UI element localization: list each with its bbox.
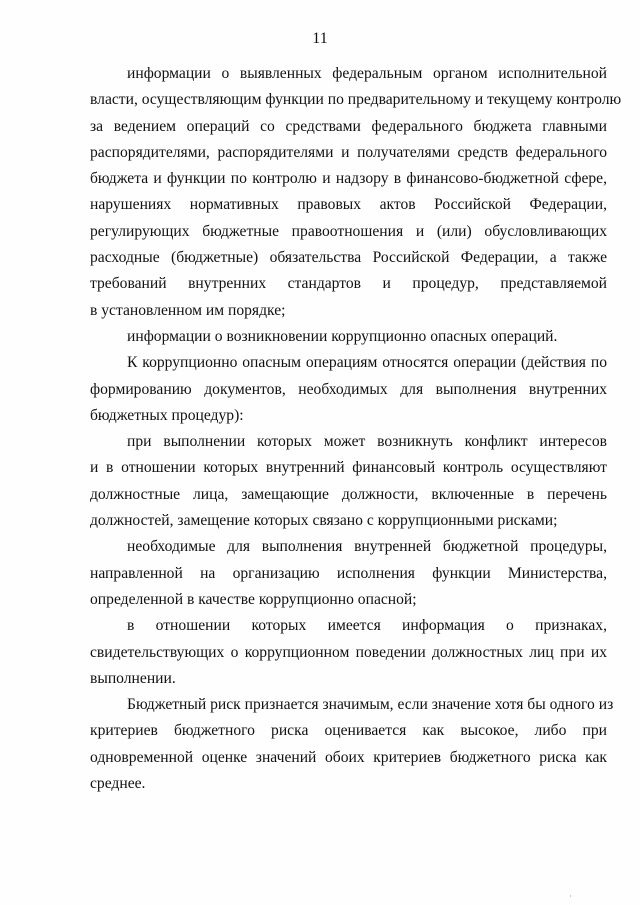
text-line: информации о возникновении коррупционно опасных операций. <box>127 327 558 345</box>
text-line: бюджета и функции по контролю и надзору в финансово-бюджетной сфере, <box>90 170 607 188</box>
text-line: бюджетных процедур): <box>90 406 244 424</box>
scan-speck <box>570 895 571 897</box>
text-line: нарушениях нормативных правовых актов Российской Федерации, <box>90 196 607 214</box>
text-line: за ведением операций со средствами федерального бюджета главными <box>90 117 607 135</box>
text-line: среднее. <box>90 775 146 793</box>
scan-speck <box>572 766 573 767</box>
text-line: и в отношении которых внутренний финансовый контроль осуществляют <box>90 459 607 477</box>
text-line: одновременной оценке значений обоих критериев бюджетного риска как <box>90 748 607 766</box>
text-line: регулирующих бюджетные правоотношения и (или) обусловливающих <box>90 222 607 240</box>
text-line: определенной в качестве коррупционно опасной; <box>90 590 417 608</box>
text-line: формированию документов, необходимых для выполнения внутренних <box>90 380 607 398</box>
text-line: требований внутренних стандартов и процедур, представляемой <box>90 275 607 293</box>
text-line: критериев бюджетного риска оценивается как высокое, либо при <box>90 722 607 740</box>
document-body <box>90 61 622 797</box>
text-line: распорядителями, распорядителями и получателями средств федерального <box>90 143 607 161</box>
text-line: информации о выявленных федеральным органом исполнительной <box>127 65 607 82</box>
text-line: в отношении которых имеется информация о признаках, <box>127 617 607 635</box>
text-line: должностей, замещение которых связано с коррупционными рисками; <box>90 512 558 530</box>
text-line: Бюджетный риск признается значимым, если значение хотя бы одного из <box>127 696 614 714</box>
text-line: расходные (бюджетные) обязательства Российской Федерации, а также <box>90 249 607 267</box>
page-number: 11 <box>312 30 328 47</box>
text-line: в установленном им порядке; <box>90 301 286 319</box>
text-line: должностные лица, замещающие должности, включенные в перечень <box>90 485 607 503</box>
text-line: выполнении. <box>90 669 176 687</box>
text-line: К коррупционно опасным операциям относятся операции (действия по <box>127 354 607 372</box>
text-line: направленной на организацию исполнения функции Министерства, <box>90 564 607 582</box>
text-line: необходимые для выполнения внутренней бюджетной процедуры, <box>127 538 607 556</box>
text-line: при выполнении которых может возникнуть конфликт интересов <box>127 433 607 451</box>
text-line: свидетельствующих о коррупционном поведении должностных лиц при их <box>90 643 607 661</box>
text-line: власти, осуществляющим функции по предварительному и текущему контролю <box>90 91 622 109</box>
